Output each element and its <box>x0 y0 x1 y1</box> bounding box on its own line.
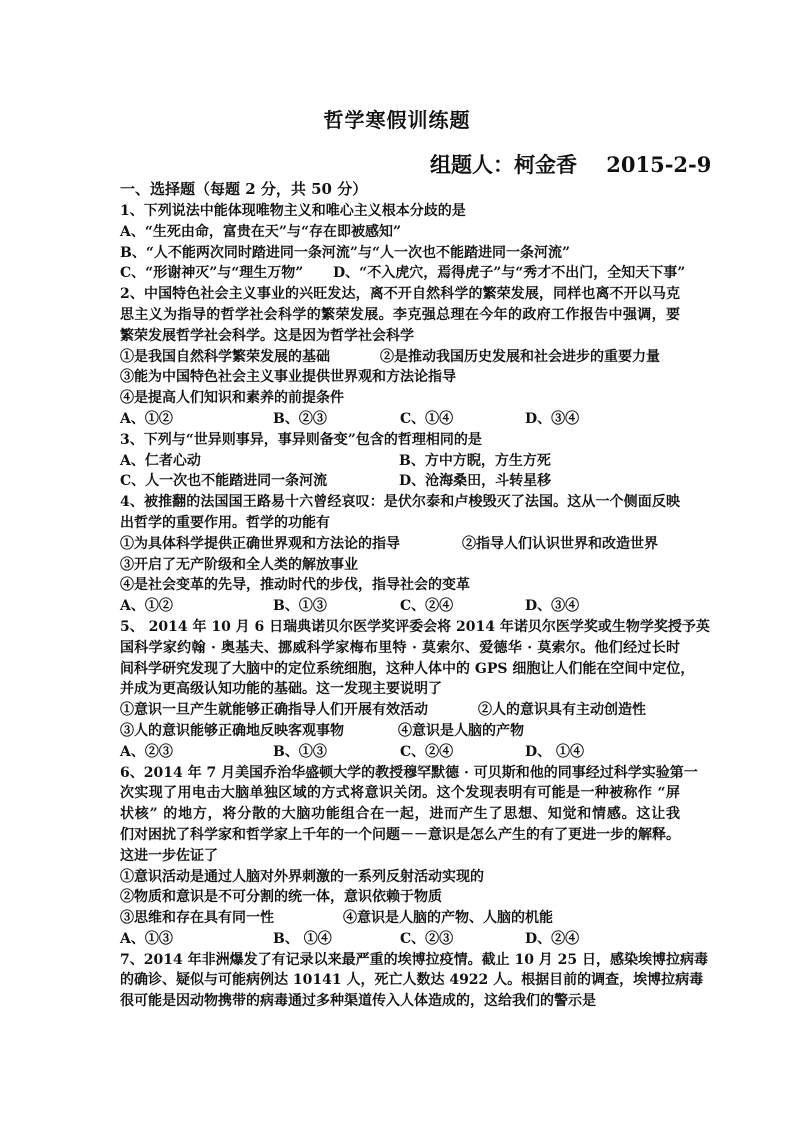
question-6-choices <box>120 929 680 950</box>
question-6-stem-line: 状核” 的地方，将分散的大脑功能组合在一起，进而产生了思想、知觉和情感。这让我 <box>120 806 680 823</box>
question-3-option-b: B、方中方睨，方生方死 <box>399 452 551 469</box>
choice-d: D、②④ <box>525 930 580 947</box>
question-3-options-cd <box>120 471 680 492</box>
question-1-option-a: A、“生死由命，富贵在天”与“存在即被感知” <box>120 223 402 240</box>
question-5-statement-2: ②人的意识具有主动创造性 <box>478 702 646 719</box>
question-1-option-d: D、“不入虎穴，焉得虎子”与“秀才不出门，全知天下事” <box>333 265 686 282</box>
question-2-stem-line: 繁荣发展哲学社会科学。这是因为哲学社会科学 <box>120 327 414 344</box>
question-3-option-d: D、沧海桑田，斗转星移 <box>399 473 552 490</box>
question-list <box>120 201 710 1012</box>
question-7-stem-line: 7、2014 年非洲爆发了有记录以来最严重的埃博拉疫情。截止 10 月 25 日，感染埃博拉病毒 <box>120 951 709 968</box>
question-6-stem-line: 6、2014 年 7 月美国乔治华盛顿大学的教授穆罕默德 · 可贝斯和他的同事经过科学实验第一 <box>120 764 698 781</box>
question-1-option-b: B、“人不能两次同时踏进同一条河流”与“人一次也不能踏进同一条河流” <box>120 244 571 261</box>
author-line: 组题人：柯金香 2015-2-9 <box>430 152 712 177</box>
question-5-statement-3: ③人的意识能够正确地反映客观事物 <box>120 722 344 739</box>
question-2-statement-1: ①是我国自然科学繁荣发展的基础 <box>120 348 330 365</box>
question-4-stem-line: 出哲学的重要作用。哲学的功能有 <box>120 514 330 531</box>
question-2-statement-2: ②是推动我国历史发展和社会进步的重要力量 <box>380 348 660 365</box>
choice-c: C、①④ <box>400 410 454 427</box>
question-5-stem-line: 并成为更高级认知功能的基础。这一发现主要说明了 <box>120 681 442 698</box>
question-5-statements-34 <box>120 721 680 742</box>
choice-b: B、 ①④ <box>273 930 332 947</box>
choice-b: B、②③ <box>273 410 327 427</box>
choice-b: B、①③ <box>273 598 327 615</box>
question-1-option-c: C、“形谢神灭”与“理生万物” <box>120 265 304 282</box>
question-6-statement-4: ④意识是人脑的产物、人脑的机能 <box>343 910 553 927</box>
question-6-stem-line: 们对困扰了科学家和哲学家上千年的一个问题－－意识是怎么产生的有了更进一步的解释。 <box>120 826 680 843</box>
question-3-options-ab <box>120 451 680 472</box>
question-6-statement-1: ①意识活动是通过人脑对外界刺激的一系列反射活动实现的 <box>120 868 484 885</box>
question-5-statements-12 <box>120 700 680 721</box>
choice-c: C、②④ <box>400 743 454 760</box>
question-3-option-a: A、仁者心动 <box>120 452 201 469</box>
question-5-stem-line: 间科学研究发现了大脑中的定位系统细胞，这种人体中的 GPS 细胞让人们能在空间中定位， <box>120 660 695 677</box>
question-5-stem-line: 5、 2014 年 10 月 6 日瑞典诺贝尔医学奖评委会将 2014 年诺贝尔医学奖或生物学奖授予英 <box>120 618 710 635</box>
question-6-stem-line: 这进一步佐证了 <box>120 847 218 864</box>
question-7-stem-line: 很可能是因动物携带的病毒通过多种渠道传入人体造成的，这给我们的警示是 <box>120 993 596 1010</box>
page-title: 哲学寒假训练题 <box>323 108 471 132</box>
question-1-stem: 1、下列说法中能体现唯物主义和唯心主义根本分歧的是 <box>120 203 466 219</box>
question-5-statement-4: ④意识是人脑的产物 <box>398 722 524 739</box>
question-2-stem-line: 思主义为指导的哲学社会科学的繁荣发展。李克强总理在今年的政府工作报告中强调，要 <box>120 306 680 323</box>
question-5-choices <box>120 742 680 763</box>
choice-c: C、②③ <box>400 930 454 947</box>
question-2-statement-4: ④是提高人们知识和素养的前提条件 <box>120 390 344 407</box>
question-5-stem-line: 国科学家约翰 · 奥基夫、挪威科学家梅布里特 · 莫索尔、爱德华 · 莫索尔。他们经过长时 <box>120 639 680 656</box>
section-heading: 一、选择题（每题 2 分，共 50 分） <box>120 180 368 198</box>
question-2-statements-12 <box>120 347 680 368</box>
choice-a: A、②③ <box>120 743 173 760</box>
choice-d: D、③④ <box>525 598 580 615</box>
question-4-statement-2: ②指导人们认识世界和改造世界 <box>462 535 658 552</box>
choice-a: A、①② <box>120 598 173 615</box>
question-4-statement-4: ④是社会变革的先导，推动时代的步伐，指导社会的变革 <box>120 577 470 594</box>
choice-c: C、②④ <box>400 598 454 615</box>
question-6-statement-2: ②物质和意识是不可分割的统一体，意识依赖于物质 <box>120 889 442 906</box>
question-3-stem: 3、下列与“世异则事异，事异则备变”包含的哲理相同的是 <box>120 431 482 448</box>
question-2-stem-line: 2、中国特色社会主义事业的兴旺发达，离不开自然科学的繁荣发展，同样也离不开以马克 <box>120 286 680 303</box>
question-5-statement-1: ①意识一旦产生就能够正确指导人们开展有效活动 <box>120 702 428 719</box>
question-6-statement-3: ③思维和存在具有同一性 <box>120 910 274 927</box>
choice-d: D、 ①④ <box>525 743 585 760</box>
question-6-stem-line: 次实现了用电击大脑单独区域的方式将意识关闭。这个发现表明有可能是一种被称作 “屏 <box>120 785 680 802</box>
question-1-options-cd <box>120 263 686 284</box>
question-4-statement-3: ③开启了无产阶级和全人类的解放事业 <box>120 556 358 573</box>
question-2-statement-3: ③能为中国特色社会主义事业提供世界观和方法论指导 <box>120 369 456 386</box>
question-4-stem-line: 4、被推翻的法国国王路易十六曾经哀叹：是伏尔泰和卢梭毁灭了法国。这从一个侧面反映 <box>120 494 680 511</box>
question-2-choices <box>120 409 680 430</box>
question-3-option-c: C、人一次也不能踏进同一条河流 <box>120 473 328 490</box>
choice-a: A、①③ <box>120 930 173 947</box>
question-4-choices <box>120 596 680 617</box>
question-4-statements-12 <box>120 534 680 555</box>
choice-d: D、③④ <box>525 410 580 427</box>
choice-b: B、①③ <box>273 743 327 760</box>
question-4-statement-1: ①为具体科学提供正确世界观和方法论的指导 <box>120 535 400 552</box>
question-6-statements-34 <box>120 908 680 929</box>
choice-a: A、①② <box>120 410 173 427</box>
question-7-stem-line: 的确诊、疑似与可能病例达 10141 人，死亡人数达 4922 人。根据目前的调查，埃博拉病毒 <box>120 972 704 989</box>
